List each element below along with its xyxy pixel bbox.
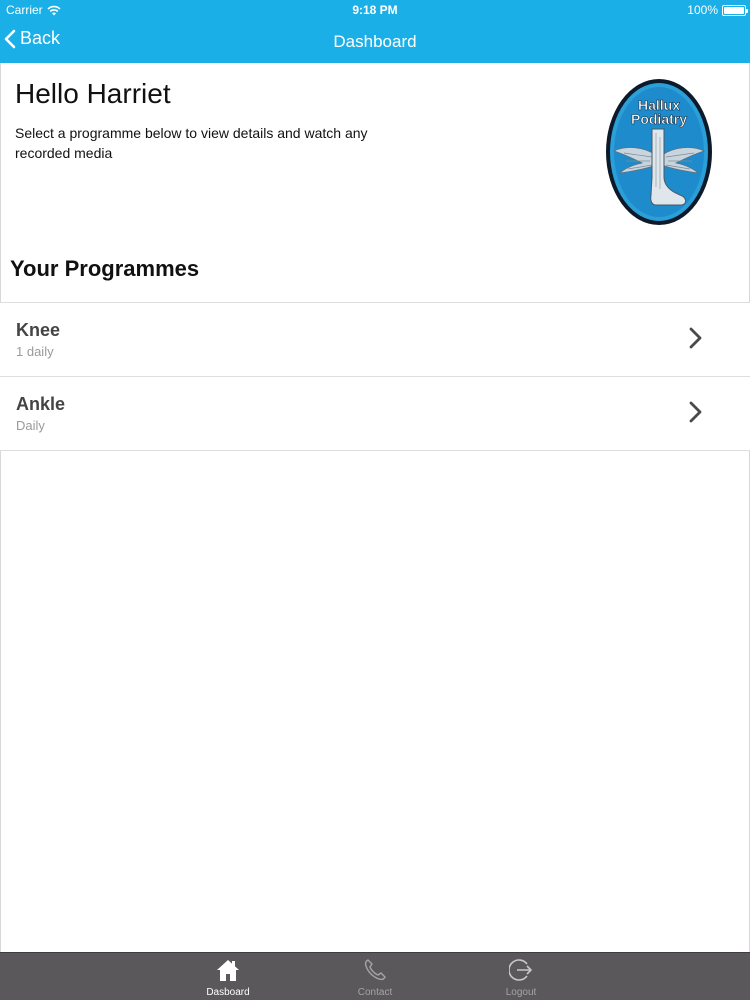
intro-text: Select a programme below to view details and watch any recorded media xyxy=(15,125,368,161)
programme-item-knee[interactable] xyxy=(0,303,750,377)
tab-contact[interactable] xyxy=(325,953,425,1000)
tab-dashboard[interactable] xyxy=(178,953,278,1000)
tab-logout[interactable] xyxy=(471,953,571,1000)
tab-label: Contact xyxy=(357,987,393,998)
logo-line2: Podiatry xyxy=(630,111,688,127)
home-icon xyxy=(216,958,240,982)
chevron-right-icon xyxy=(686,399,706,425)
carrier-label: Carrier xyxy=(6,3,43,17)
programme-list xyxy=(0,302,750,451)
logout-icon xyxy=(509,958,533,982)
status-bar xyxy=(0,0,750,20)
greeting-heading: Hello Harriet xyxy=(15,78,171,109)
phone-icon xyxy=(363,958,387,982)
battery-icon xyxy=(722,5,746,16)
programmes-heading: Your Programmes xyxy=(10,256,200,281)
page-title: Dashboard xyxy=(333,32,417,51)
chevron-right-icon xyxy=(686,325,706,351)
status-time: 9:18 PM xyxy=(352,3,398,17)
programme-frequency: 1 daily xyxy=(16,344,54,359)
battery-percent: 100% xyxy=(687,3,718,17)
programme-item-ankle[interactable] xyxy=(0,377,750,451)
nav-bar xyxy=(0,20,750,63)
programme-name: Ankle xyxy=(16,394,66,414)
status-right xyxy=(687,3,746,17)
back-label: Back xyxy=(20,28,61,48)
logo-line1: Hallux xyxy=(637,97,681,113)
programme-frequency: Daily xyxy=(16,418,45,433)
tab-label: Dasboard xyxy=(206,987,250,998)
hallux-podiatry-logo xyxy=(604,77,714,227)
tab-bar xyxy=(0,952,750,1000)
programme-name: Knee xyxy=(16,320,61,340)
tab-label: Logout xyxy=(505,987,537,998)
